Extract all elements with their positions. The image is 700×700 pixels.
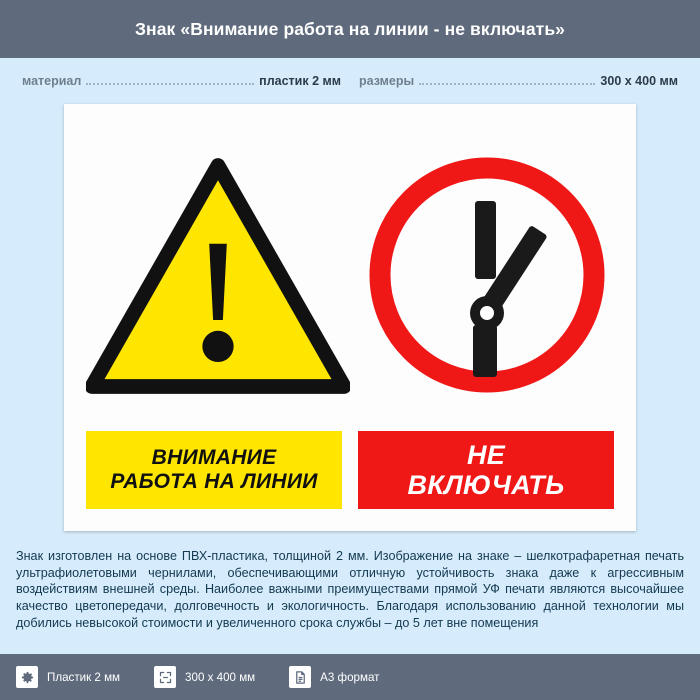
footer-item-format-label: A3 формат (320, 670, 380, 684)
spec-size (359, 74, 678, 89)
spec-material-label: материал (22, 73, 82, 88)
gear-icon (16, 666, 38, 688)
footer-item-material (16, 666, 120, 688)
label-attention-line1: ВНИМАНИЕ (151, 446, 277, 470)
spec-material-value: пластик 2 мм (259, 73, 341, 88)
label-do-not-switch-on-line1: НЕ (466, 439, 506, 470)
label-attention-line2: РАБОТА НА ЛИНИИ (110, 470, 318, 493)
footer-bar (0, 654, 700, 700)
label-do-not-switch-on-line2: ВКЛЮЧАТЬ (407, 470, 565, 500)
footer-item-material-label: Пластик 2 мм (47, 670, 121, 684)
product-description: Знак изготовлен на основе ПВХ-пластика, толщиной 2 мм. Изображение на знаке – шелкотрафаретная печать ультрафиолетовыми чернилами, обеспечивающими отличную устойчивость знака даже к агрессивным воздействиям внешней среды. Наиболее важными преимуществами прямой УФ печати являются высочайшее качество цветопередачи, долговечность и экологичность. Благодаря использованию данной технологии мы добились невысокой стоимости и увеличенного срока службы – до 5 лет вне помещения (16, 549, 684, 630)
spec-size-label: размеры (359, 73, 415, 88)
spec-strip (0, 58, 700, 104)
footer-item-size (154, 666, 255, 688)
warning-picto-cell (86, 151, 350, 401)
sign-label-row (86, 431, 614, 509)
resize-arrows-icon (154, 666, 176, 688)
label-do-not-switch-on (358, 431, 614, 509)
prohibition-picto-cell (360, 153, 614, 398)
spec-size-dots (419, 83, 595, 85)
spec-size-value: 300 x 400 мм (600, 73, 678, 88)
pictogram-row (86, 130, 614, 421)
sign-preview-area (0, 104, 700, 534)
no-switch-icon (365, 153, 610, 398)
sign-card (64, 104, 636, 531)
footer-item-format (289, 666, 379, 688)
header-bar (0, 0, 700, 58)
label-attention (86, 431, 342, 509)
page-title: Знак «Внимание работа на линии - не включать» (134, 18, 566, 39)
exclamation-triangle-icon (86, 151, 350, 401)
document-icon (289, 666, 311, 688)
spec-material (22, 74, 341, 89)
spec-material-dots (86, 83, 254, 85)
footer-item-size-label: 300 x 400 мм (185, 670, 256, 684)
